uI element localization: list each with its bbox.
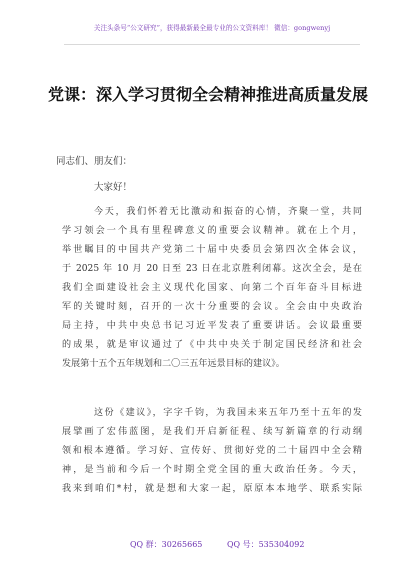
footer-contact — [130, 539, 304, 551]
paragraph-line: 的成果，就是审议通过了《中共中央关于制定国民经济和社会 — [62, 340, 362, 350]
salutation: 同志们、朋友们： — [56, 156, 133, 167]
header-divider — [64, 44, 360, 45]
paragraph-line: 我们全面建设社会主义现代化国家、向第二个百年奋斗目标进 — [62, 283, 362, 293]
paragraph-line: 神，是当前和今后一个时期全党全国的重大政治任务。今天， — [62, 465, 362, 475]
paragraph-line: 这份《建议》，字字千钧，为我国未来五年乃至十五年的发 — [94, 408, 362, 418]
greeting: 大家好！ — [94, 182, 133, 193]
paragraph-line: 举世瞩目的中国共产党第二十届中央委员会第四次全体会议， — [62, 245, 362, 255]
document-title: 党课：深入学习贯彻全会精神推进高质量发展 — [48, 85, 369, 104]
paragraph-1 — [62, 203, 362, 374]
qq-group-text: QQ 群：30265665 — [130, 540, 203, 549]
paragraph-line: 领和根本遵循。学习好、宣传好、贯彻好党的二十届四中全会精 — [62, 446, 362, 456]
paragraph-line: 我来到咱们*村，就是想和大家一起，原原本本地学、联系实际 — [62, 484, 362, 494]
paragraph-line: 学习领会一个具有里程碑意义的重要会议精神。就在上个月， — [62, 226, 362, 236]
paragraph-line: 军的关键时刻，召开的一次十分重要的会议。全会由中央政治 — [62, 302, 362, 312]
qq-number-text: QQ 号：535304092 — [226, 540, 305, 549]
paragraph-2 — [62, 404, 362, 499]
paragraph-line: 今天，我们怀着无比激动和振奋的心情，齐聚一堂，共同 — [94, 207, 362, 217]
paragraph-line: 展擘画了宏伟蓝图，是我们开启新征程、续写新篇章的行动纲 — [62, 427, 362, 437]
header-banner: 关注头条号“公文研究”，获得最新最全最专业的公文资料库！ 微信：gongwenyj — [93, 24, 331, 32]
paragraph-line: 于 2025 年 10 月 20 日至 23 日在北京胜利闭幕。这次全会，是在 — [62, 264, 362, 274]
paragraph-line: 发展第十五个五年规划和二〇三五年远景目标的建议》。 — [62, 359, 285, 369]
paragraph-line: 局主持，中共中央总书记习近平发表了重要讲话。会议最重要 — [62, 321, 362, 331]
